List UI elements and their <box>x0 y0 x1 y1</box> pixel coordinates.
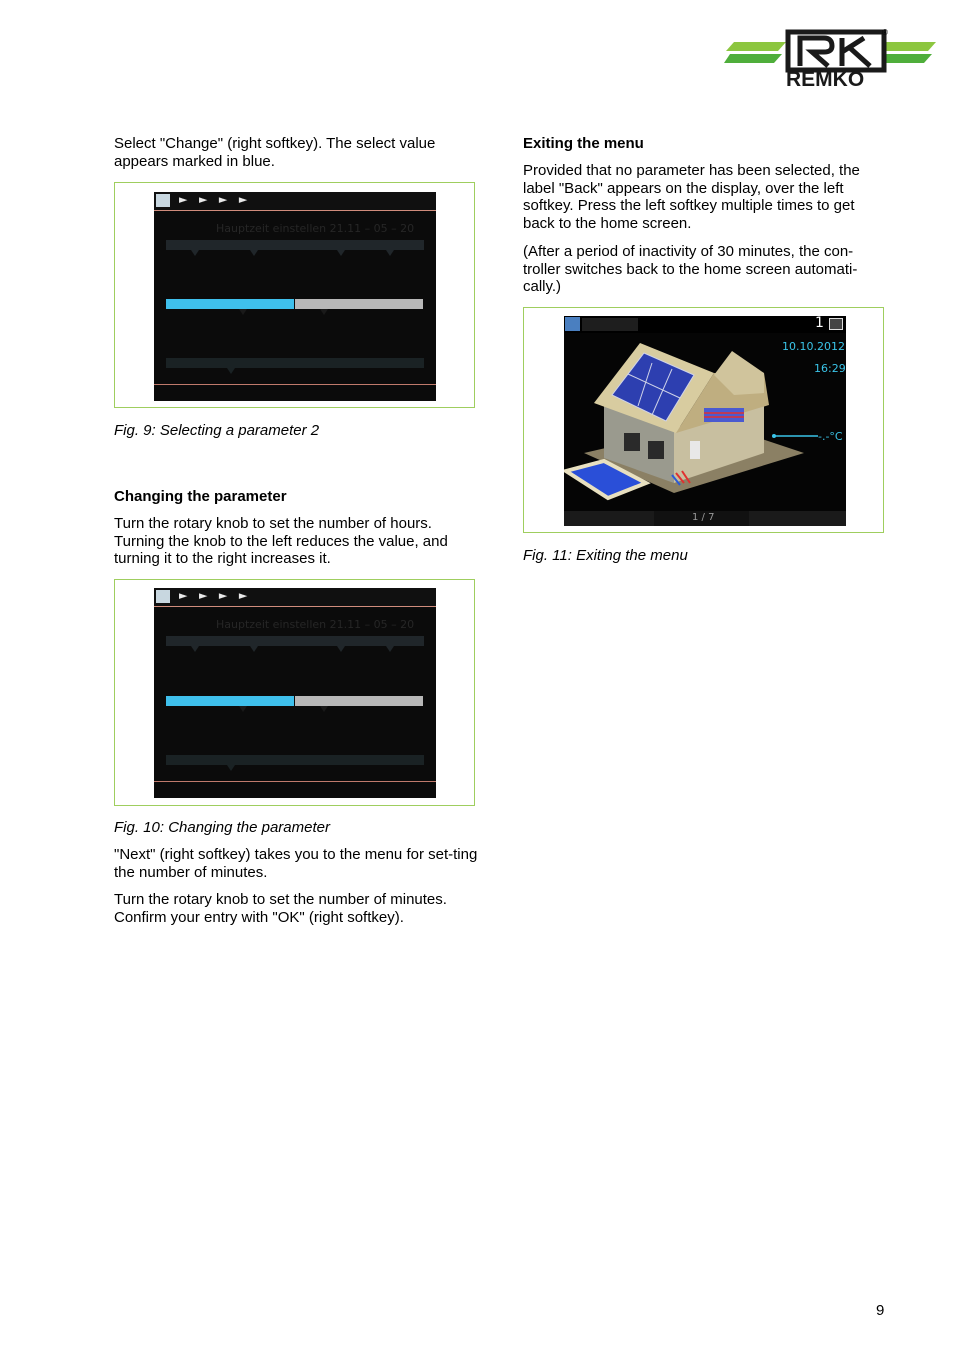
selected-value-bar <box>166 696 294 706</box>
page-indicator: 1 / 7 <box>692 512 715 523</box>
brand-name: REMKO <box>786 68 865 91</box>
unselected-value-bar <box>295 299 423 309</box>
marker <box>191 250 199 256</box>
exiting-heading: Exiting the menu <box>523 135 644 152</box>
marker <box>337 646 345 652</box>
registered-mark: ® <box>882 28 888 37</box>
fig11-caption: Fig. 11: Exiting the menu <box>523 547 688 564</box>
screen-header <box>154 588 436 607</box>
next-text: "Next" (right softkey) takes you to the menu for set-ting the number of minutes. <box>114 846 478 881</box>
figure-10 <box>114 579 475 806</box>
screen-footer-line <box>154 384 436 385</box>
header-strip <box>582 318 638 331</box>
home-icon <box>156 194 170 207</box>
selected-value-bar <box>166 299 294 309</box>
page-number: 9 <box>876 1302 885 1319</box>
footer-left-softkey <box>564 511 654 526</box>
changing-text: Turn the rotary knob to set the number of hours. Turning the knob to the left reduces the value, and turning it to the right increases it. <box>114 515 448 568</box>
marker <box>386 646 394 652</box>
house-illustration <box>564 333 846 511</box>
fig10-caption: Fig. 10: Changing the parameter <box>114 819 330 836</box>
marker <box>386 250 394 256</box>
changing-heading: Changing the parameter <box>114 488 287 505</box>
marker <box>250 646 258 652</box>
selection-marker <box>320 309 328 315</box>
exiting-para2: (After a period of inactivity of 30 minutes, the con-troller switches back to the home screen automati-cally.) <box>523 243 858 296</box>
marker <box>227 368 235 374</box>
selection-marker <box>320 706 328 712</box>
exiting-para1: Provided that no parameter has been selected, the label "Back" appears on the display, over the left softkey. Press the left softkey multiple times to get back to the home screen. <box>523 162 860 232</box>
home-screen-footer <box>564 511 846 526</box>
fig9-caption: Fig. 9: Selecting a parameter 2 <box>114 422 320 439</box>
nav-arrows: ► ► ► ► <box>179 589 252 602</box>
selection-marker <box>239 706 247 712</box>
selection-marker <box>239 309 247 315</box>
marker <box>337 250 345 256</box>
marker <box>191 646 199 652</box>
controller-screen <box>154 192 436 401</box>
temperature-readout: -.-°C <box>818 430 843 443</box>
screen-footer-line <box>154 781 436 782</box>
minutes-text: Turn the rotary knob to set the number of minutes. Confirm your entry with "OK" (right softkey). <box>114 891 447 926</box>
home-screen <box>564 316 846 526</box>
channel-number: 1 <box>815 316 824 331</box>
display-icon <box>829 318 843 330</box>
faint-header-text: Hauptzeit einstellen 21.11 – 05 – 20 <box>216 222 415 235</box>
figure-9 <box>114 182 475 408</box>
hours-bar-bottom <box>166 358 424 368</box>
hours-bar-top <box>166 240 424 250</box>
hours-bar-top <box>166 636 424 646</box>
intro-text: Select "Change" (right softkey). The select value appears marked in blue. <box>114 135 436 170</box>
time-readout: 16:29 <box>814 362 846 375</box>
home-screen-header <box>564 316 846 333</box>
home-icon <box>565 317 580 331</box>
controller-screen <box>154 588 436 798</box>
marker <box>250 250 258 256</box>
screen-header <box>154 192 436 211</box>
hours-bar-bottom <box>166 755 424 765</box>
nav-arrows: ► ► ► ► <box>179 193 252 206</box>
unselected-value-bar <box>295 696 423 706</box>
marker <box>227 765 235 771</box>
home-icon <box>156 590 170 603</box>
date-readout: 10.10.2012 <box>782 340 845 353</box>
remko-logo <box>724 28 938 94</box>
footer-right-softkey <box>749 511 846 526</box>
figure-11 <box>523 307 884 533</box>
faint-header-text: Hauptzeit einstellen 21.11 – 05 – 20 <box>216 618 415 631</box>
